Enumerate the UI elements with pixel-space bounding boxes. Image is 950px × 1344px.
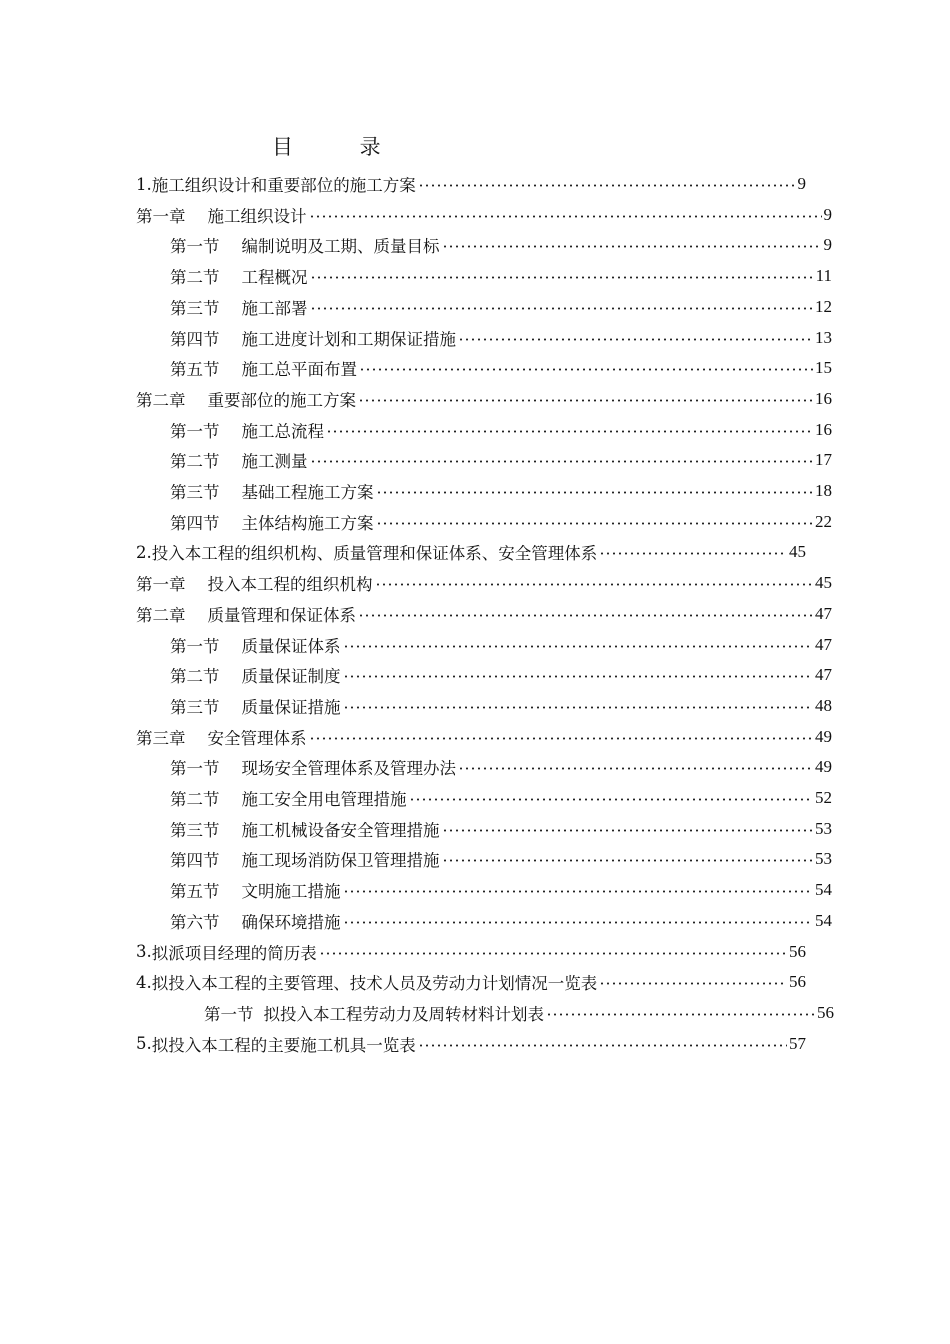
toc-entry-title: 安全管理体系 xyxy=(207,728,307,748)
toc-entry-page: 53 xyxy=(815,818,832,838)
toc-entry-title: 施工进度计划和工期保证措施 xyxy=(241,329,456,349)
toc-entry-number: 第一节 xyxy=(170,237,220,257)
toc-entry-page: 9 xyxy=(823,204,832,224)
toc-entry[interactable] xyxy=(170,416,832,444)
toc-entry-title: 主体结构施工方案 xyxy=(241,513,374,533)
toc-leader-dots xyxy=(359,368,813,372)
toc-entry[interactable] xyxy=(136,938,806,966)
toc-entry-title: 质量保证体系 xyxy=(241,636,341,656)
toc-leader-dots xyxy=(343,890,814,894)
toc-leader-dots xyxy=(376,521,814,525)
toc-entry-title: 确保环境措施 xyxy=(241,912,341,932)
toc-entry-title: 拟派项目经理的简历表 xyxy=(151,943,317,963)
toc-leader-dots xyxy=(310,276,814,280)
toc-entry-number: 第四节 xyxy=(170,851,220,871)
toc-entry-title: 拟投入本工程的主要管理、技术人员及劳动力计划情况一览表 xyxy=(151,974,598,994)
toc-entry-title: 施工机械设备安全管理措施 xyxy=(241,820,440,840)
toc-entry-number: 3. xyxy=(136,942,152,961)
toc-entry-page: 15 xyxy=(815,358,832,378)
toc-entry-page: 54 xyxy=(815,910,832,930)
toc-entry-number: 第一节 xyxy=(170,636,220,656)
toc-entry-number: 第一节 xyxy=(170,759,220,779)
toc-entry-page: 9 xyxy=(823,235,832,255)
toc-entry-number: 5. xyxy=(136,1034,152,1054)
toc-entry[interactable] xyxy=(170,845,832,873)
toc-entry-page: 56 xyxy=(789,941,806,961)
toc-entry-number: 第二节 xyxy=(170,667,220,687)
toc-entry[interactable] xyxy=(136,385,832,413)
toc-entry-title: 质量管理和保证体系 xyxy=(207,605,356,625)
toc-entry-title: 质量保证制度 xyxy=(241,667,341,687)
toc-leader-dots xyxy=(376,491,814,495)
toc-leader-dots xyxy=(458,337,813,341)
toc-entry-page: 45 xyxy=(789,542,806,562)
toc-entry-number: 第三章 xyxy=(136,728,186,748)
toc-leader-dots xyxy=(442,828,814,832)
toc-leader-dots xyxy=(358,613,813,617)
toc-entry-number: 4. xyxy=(136,972,152,992)
toc-entry[interactable] xyxy=(170,876,832,904)
toc-leader-dots xyxy=(343,920,814,924)
toc-entry-page: 16 xyxy=(815,419,832,439)
toc-leader-dots xyxy=(599,982,787,986)
toc-entry[interactable] xyxy=(136,201,832,229)
toc-entry-number: 第三节 xyxy=(170,483,220,502)
toc-leader-dots xyxy=(442,859,814,863)
toc-title: 目 录 xyxy=(272,135,411,159)
toc-entry-page: 22 xyxy=(815,511,832,531)
toc-entry-number: 第二章 xyxy=(136,605,186,625)
toc-leader-dots xyxy=(546,1012,815,1016)
toc-entry-title: 文明施工措施 xyxy=(241,882,341,902)
toc-leader-dots xyxy=(309,214,822,218)
toc-entry-page: 47 xyxy=(815,665,832,685)
toc-leader-dots xyxy=(375,583,814,587)
toc-entry[interactable] xyxy=(170,262,832,290)
toc-entry-page: 16 xyxy=(815,388,832,408)
toc-entry[interactable] xyxy=(170,784,832,812)
toc-entry-number: 第二章 xyxy=(136,390,186,410)
toc-entry[interactable] xyxy=(204,999,834,1027)
toc-entry-number: 第一章 xyxy=(136,575,186,595)
toc-entry-title: 投入本工程的组织机构、质量管理和保证体系、安全管理体系 xyxy=(151,544,598,564)
toc-entry-number: 第五节 xyxy=(170,360,220,380)
toc-entry-title: 拟投入本工程的主要施工机具一览表 xyxy=(151,1035,416,1055)
toc-entry-number: 第三节 xyxy=(170,298,220,318)
toc-leader-dots xyxy=(319,951,787,955)
toc-entry[interactable] xyxy=(136,968,806,996)
toc-entry[interactable] xyxy=(136,723,832,751)
toc-entry-number: 第二节 xyxy=(170,790,220,809)
toc-leader-dots xyxy=(343,675,814,679)
toc-entry-title: 施工现场消防保卫管理措施 xyxy=(241,851,440,871)
toc-entry-page: 49 xyxy=(815,757,832,777)
toc-entry[interactable] xyxy=(136,569,832,597)
toc-entry[interactable] xyxy=(170,354,832,382)
toc-entry-title: 施工测量 xyxy=(241,452,308,472)
toc-entry-page: 18 xyxy=(815,481,832,500)
toc-entry[interactable] xyxy=(170,661,832,689)
toc-entry-number: 第二节 xyxy=(170,268,220,288)
toc-entry[interactable] xyxy=(170,231,832,259)
toc-entry-title: 施工组织设计和重要部位的施工方案 xyxy=(151,176,416,195)
toc-leader-dots xyxy=(309,736,814,740)
toc-entry-number: 2. xyxy=(136,542,152,562)
toc-entry[interactable] xyxy=(136,600,832,628)
toc-entry[interactable] xyxy=(170,324,832,352)
toc-entry[interactable] xyxy=(170,508,832,536)
toc-leader-dots xyxy=(326,429,813,433)
toc-entry-title: 施工部署 xyxy=(241,298,308,318)
toc-entry-page: 47 xyxy=(815,634,832,654)
toc-leader-dots xyxy=(409,798,814,802)
toc-entry-number: 第二节 xyxy=(170,452,220,472)
toc-entry-title: 施工总流程 xyxy=(241,421,324,441)
toc-entry[interactable] xyxy=(170,753,832,781)
toc-entry-page: 49 xyxy=(815,726,832,746)
toc-entry-page: 11 xyxy=(815,266,832,286)
toc-entry-number: 第六节 xyxy=(170,912,220,932)
toc-entry-title: 工程概况 xyxy=(241,268,308,288)
toc-entry[interactable] xyxy=(170,293,832,321)
toc-entry-number: 第一章 xyxy=(136,206,186,226)
toc-leader-dots xyxy=(442,245,822,249)
toc-entry-title: 重要部位的施工方案 xyxy=(207,390,356,410)
toc-leader-dots xyxy=(599,552,787,556)
toc-entry-title: 施工总平面布置 xyxy=(241,360,357,380)
toc-leader-dots xyxy=(458,767,813,771)
toc-entry-page: 13 xyxy=(815,327,832,347)
toc-entry-number: 第一节 xyxy=(204,1004,254,1024)
toc-entry-number: 第四节 xyxy=(170,329,220,349)
toc-entry-title: 投入本工程的组织机构 xyxy=(207,575,373,595)
toc-entry-page: 48 xyxy=(815,695,832,715)
toc-entry-number: 第三节 xyxy=(170,820,220,840)
toc-leader-dots xyxy=(418,184,796,188)
toc-entry[interactable] xyxy=(170,815,832,843)
toc-leader-dots xyxy=(310,460,814,464)
toc-entry[interactable] xyxy=(170,446,832,474)
toc-entry-page: 9 xyxy=(797,174,806,193)
toc-leader-dots xyxy=(343,705,814,709)
toc-entry-page: 54 xyxy=(815,880,832,900)
toc-entry-page: 52 xyxy=(815,788,832,807)
toc-entry-page: 53 xyxy=(815,849,832,869)
toc-entry[interactable] xyxy=(136,170,806,198)
toc-entry-number: 第五节 xyxy=(170,882,220,902)
toc-entry-title: 编制说明及工期、质量目标 xyxy=(241,237,440,257)
toc-entry-number: 第一节 xyxy=(170,421,220,441)
toc-entry[interactable] xyxy=(170,477,832,505)
toc-entry-number: 第四节 xyxy=(170,513,220,533)
toc-entry-title: 施工组织设计 xyxy=(207,206,307,226)
toc-leader-dots xyxy=(343,644,814,648)
toc-entry[interactable] xyxy=(136,1030,806,1058)
toc-entry-page: 57 xyxy=(789,1033,806,1053)
toc-entry-title: 现场安全管理体系及管理办法 xyxy=(241,759,456,779)
toc-leader-dots xyxy=(358,398,813,402)
toc-leader-dots xyxy=(310,306,814,310)
toc-entry[interactable] xyxy=(170,692,832,720)
toc-entry-title: 质量保证措施 xyxy=(241,697,341,717)
toc-entry-page: 45 xyxy=(815,573,832,593)
toc-entry-title: 施工安全用电管理措施 xyxy=(241,790,407,809)
toc-entry-title: 基础工程施工方案 xyxy=(241,483,374,502)
toc-entry-title: 拟投入本工程劳动力及周转材料计划表 xyxy=(263,1004,544,1024)
toc-entry-number: 第三节 xyxy=(170,697,220,717)
toc-entry-page: 12 xyxy=(815,296,832,316)
toc-entry-number: 1. xyxy=(136,174,152,194)
toc-entry[interactable] xyxy=(170,631,832,659)
toc-entry-page: 56 xyxy=(789,972,806,992)
toc-entry-page: 47 xyxy=(815,603,832,623)
toc-entry[interactable] xyxy=(136,538,806,566)
toc-entry[interactable] xyxy=(170,907,832,935)
toc-entry-page: 17 xyxy=(815,450,832,470)
toc-entry-page: 56 xyxy=(817,1002,834,1022)
toc-leader-dots xyxy=(418,1043,787,1047)
